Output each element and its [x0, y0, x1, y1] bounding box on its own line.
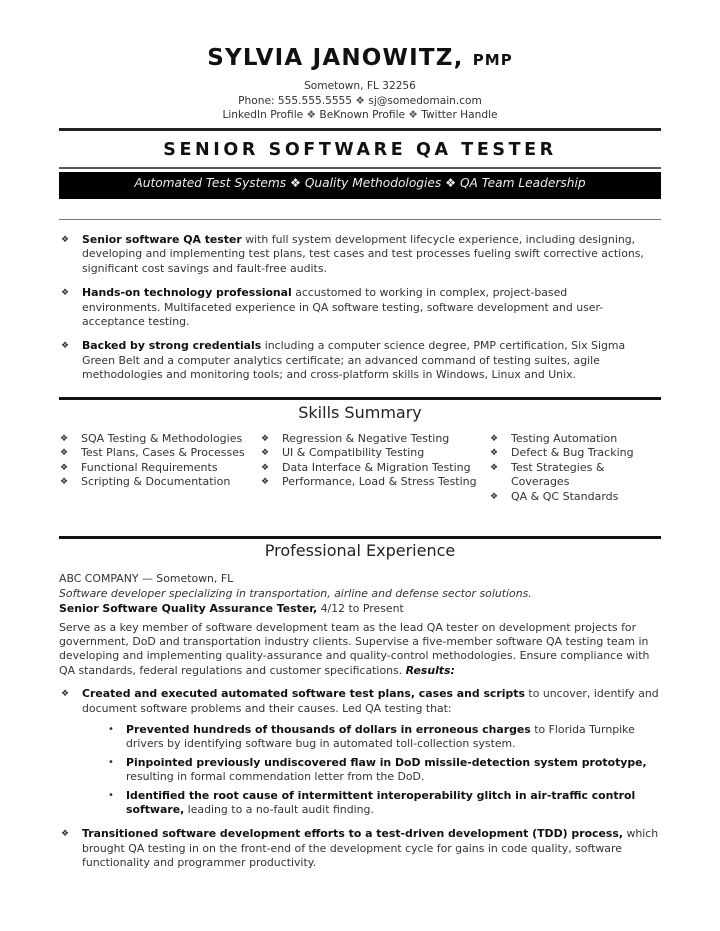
sub-achievements-list — [82, 723, 661, 817]
diamond-bullet-icon: ❖ — [61, 235, 70, 245]
sub-achievement-item: • Pinpointed previously undiscovered flaw in DoD missile-detection system prototype, resulting in formal commendation letter from the DoD. — [108, 755, 647, 784]
profile-links — [59, 108, 661, 123]
sub-achievement-item: • Prevented hundreds of thousands of dollars in erroneous charges to Florida Turnpike drivers by identifying software bug in automated toll-collection system. — [108, 722, 635, 751]
phone: 555.555.5555 — [277, 94, 353, 107]
specialty-banner: Automated Test Systems ❖ Quality Methodologies ❖ QA Team Leadership — [59, 172, 661, 199]
company-tagline: Software developer specializing in transportation, airline and defense sector solutions. — [59, 586, 532, 600]
summary-item: ❖ Senior software QA tester with full system development lifecycle experience, including designing, developing and implementing test plans, test cases and test processes fueling swift corrective actions, significant cost savings and fault-free audits. — [61, 233, 644, 275]
achievement-item: ❖ Transitioned software development efforts to a test-driven development (TDD) process, which brought QA testing in on the front-end of the development cycle for gains in code quality, software functionality and programmer productivity. — [61, 827, 659, 870]
experience-section — [59, 572, 661, 881]
twitter-link[interactable]: Twitter Handle — [421, 109, 498, 121]
skills-column — [59, 432, 259, 490]
diamond-bullet-icon: ❖ — [60, 462, 69, 473]
diamond-separator-icon: ❖ — [355, 94, 365, 107]
skill-item: ❖ Test Strategies & Coverages — [490, 460, 605, 489]
achievement-item: ❖ Created and executed automated software test plans, cases and scripts to uncover, identify and document software problems and their causes. Led QA testing that: • Prevented hundreds of thousands of dollars in erroneous charges to Florida Turnpike drivers by identifying software bug in automated toll-collection system. • Pinpointed previously undiscovered flaw in DoD missile-detection system prototype, resulting in formal commendation letter from the DoD. • Identified the root cause of intermittent interoperability glitch in air-traffic control software, leading to a no-fault audit finding. — [59, 687, 661, 817]
section-divider — [59, 397, 661, 400]
diamond-bullet-icon: ❖ — [490, 434, 499, 444]
sub-achievement-item: • Identified the root cause of intermittent interoperability glitch in air-traffic control software, leading to a no-fault audit finding. — [108, 788, 636, 816]
skill-item: ❖ Test Plans, Cases & Processes — [60, 446, 245, 460]
skill-item: ❖ Scripting & Documentation — [60, 475, 231, 489]
divider — [59, 167, 661, 169]
diamond-bullet-icon: ❖ — [61, 341, 70, 352]
company-name: ABC COMPANY — Sometown, FL — [59, 572, 234, 585]
diamond-bullet-icon: ❖ — [61, 829, 70, 840]
divider — [59, 219, 661, 220]
job-title: SENIOR SOFTWARE QA TESTER — [163, 140, 557, 160]
skill-item: ❖ Defect & Bug Tracking — [490, 446, 634, 460]
job-dates: 4/12 to Present — [317, 602, 404, 615]
skills-column — [260, 432, 482, 490]
diamond-bullet-icon: ❖ — [61, 288, 70, 299]
summary-item: ❖ Hands-on technology professional accustomed to working in complex, project-based environments. Multifaceted experience in QA software testing, software development and user-acceptance testing. — [61, 286, 604, 329]
diamond-separator-icon: ❖ — [445, 176, 457, 190]
diamond-bullet-icon: ❖ — [60, 477, 69, 488]
diamond-bullet-icon: ❖ — [261, 462, 270, 473]
phone-email-line: Phone: 555.555.5555 ❖ sj@somedomain.com — [238, 94, 482, 107]
skills-heading: Skills Summary — [298, 403, 422, 422]
skill-item: ❖ Performance, Load & Stress Testing — [261, 475, 477, 489]
skill-item: ❖ QA & QC Standards — [490, 489, 619, 503]
achievements-list — [59, 687, 661, 870]
email-link[interactable]: sj@somedomain.com — [368, 94, 482, 107]
skill-item: ❖ SQA Testing & Methodologies — [60, 432, 243, 445]
diamond-bullet-icon: ❖ — [490, 448, 499, 459]
skills-column — [489, 432, 664, 504]
beknown-link[interactable]: BeKnown Profile — [319, 109, 406, 121]
linkedin-link[interactable]: LinkedIn Profile — [222, 109, 304, 121]
address: Sometown, FL 32256 — [304, 80, 416, 92]
candidate-name: SYLVIA JANOWITZ, PMP — [207, 45, 513, 71]
bullet-dot-icon: • — [108, 789, 114, 801]
job-description: Serve as a key member of software development team as the lead QA tester on development projects for government, DoD and transportation industry clients. Supervise a five-member software QA testing team in developing and implementing quality-assurance and quality-control methodologies. Ensure compliance with QA standards, federal regulations and customer specifications. Results: — [59, 620, 650, 677]
experience-heading: Professional Experience — [264, 541, 456, 560]
diamond-bullet-icon: ❖ — [490, 462, 499, 473]
diamond-bullet-icon: ❖ — [261, 448, 270, 459]
skill-item: ❖ Functional Requirements — [60, 460, 218, 474]
diamond-separator-icon: ❖ — [290, 176, 301, 190]
skill-item: ❖ Regression & Negative Testing — [261, 432, 450, 445]
divider — [59, 128, 661, 131]
diamond-bullet-icon: ❖ — [60, 434, 69, 444]
diamond-bullet-icon: ❖ — [261, 477, 270, 488]
diamond-bullet-icon: ❖ — [490, 491, 499, 502]
section-divider — [59, 536, 661, 539]
skill-item: ❖ UI & Compatibility Testing — [261, 446, 425, 460]
skill-item: ❖ Testing Automation — [490, 432, 618, 445]
credential: PMP — [472, 51, 513, 69]
bullet-dot-icon: • — [108, 723, 114, 735]
diamond-bullet-icon: ❖ — [261, 434, 270, 444]
diamond-separator-icon: ❖ — [408, 109, 418, 121]
diamond-bullet-icon: ❖ — [60, 448, 69, 459]
bullet-dot-icon: • — [108, 756, 114, 768]
diamond-separator-icon: ❖ — [306, 109, 317, 121]
skill-item: ❖ Data Interface & Migration Testing — [261, 460, 471, 474]
summary-item: ❖ Backed by strong credentials including a computer science degree, PMP certification, Six Sigma Green Belt and a computer analytics certificate; an advanced command of testing suites, agile methodologies and monitoring tools; and cross-platform skills in Windows, Linux and Unix. — [61, 339, 626, 382]
diamond-bullet-icon: ❖ — [61, 689, 70, 700]
job-role: Senior Software Quality Assurance Tester, 4/12 to Present — [59, 602, 404, 615]
summary-list — [59, 233, 661, 393]
